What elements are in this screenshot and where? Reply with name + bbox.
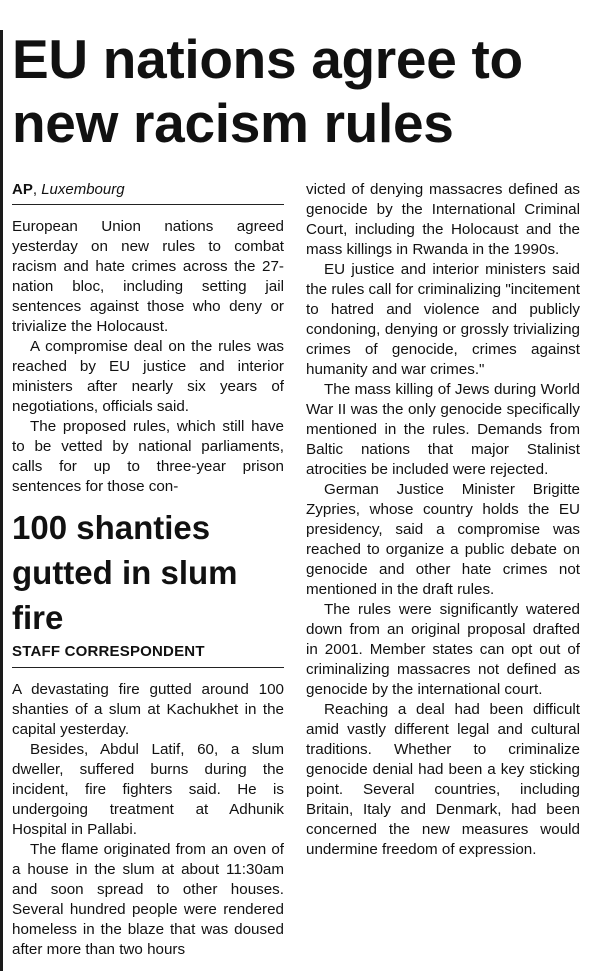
story1-paragraph: victed of denying massacres defined as genocide by the International Criminal Court, including the Holocaust and the mass killings in Rwanda in the 1990s.	[306, 181, 580, 258]
story1-body-right	[306, 180, 580, 860]
story2-body	[12, 680, 284, 960]
story2-headline: 100 shanties gutted in slum fire	[12, 509, 238, 636]
story2-paragraph: The flame originated from an oven of a house in the slum at about 11:30am and soon spread to other houses. Several hundred people were rendered homeless in the blaze that was doused after more than two hours	[12, 841, 284, 958]
story1-paragraph: EU justice and interior ministers said the rules call for criminalizing "incitement to hatred and violence and publicly condoning, denying or grossly trivializing crimes of genocide, crimes against humanity and war crimes."	[306, 261, 580, 378]
story2-byline: STAFF CORRESPONDENT	[12, 642, 284, 668]
story1-paragraph: A compromise deal on the rules was reached by EU justice and interior ministers after nearly six years of negotiations, officials said.	[12, 338, 284, 415]
story1-body-left	[12, 217, 284, 497]
byline-agency: AP	[12, 181, 33, 198]
column-rule	[0, 30, 3, 971]
story2-paragraph: Besides, Abdul Latif, 60, a slum dweller, suffered burns during the incident, fire fighters said. He is undergoing treatment at Adhunik Hospital in Pallabi.	[12, 741, 284, 838]
story1-byline: AP, Luxembourg	[12, 180, 284, 205]
story2-paragraph: A devastating fire gutted around 100 shanties of a slum at Kachukhet in the capital yesterday.	[12, 681, 284, 738]
story1-paragraph: The mass killing of Jews during World War II was the only genocide specifically mentioned in the rules. Demands from Baltic nations that major Stalinist atrocities be included were rejected.	[306, 381, 580, 478]
story1-paragraph: The proposed rules, which still have to be vetted by national parliaments, calls for up to three-year prison sentences for those con-	[12, 418, 284, 495]
main-headline: EU nations agree to new racism rules	[12, 28, 523, 154]
byline-place: Luxembourg	[41, 181, 125, 198]
story1-paragraph: German Justice Minister Brigitte Zypries, whose country holds the EU presidency, said a compromise was reached to organize a public debate on genocide and other hate crimes not mentioned in the draft rules.	[306, 481, 580, 598]
left-column	[12, 180, 284, 960]
right-column	[306, 180, 580, 860]
story1-paragraph: European Union nations agreed yesterday on new rules to combat racism and hate crimes across the 27-nation bloc, including setting jail sentences against those who deny or trivialize the Holocaust.	[12, 218, 284, 335]
story1-paragraph: The rules were significantly watered down from an original proposal drafted in 2001. Member states can opt out of criminalizing massacres not defined as genocide by the international court.	[306, 601, 580, 698]
story1-paragraph: Reaching a deal had been difficult amid vastly different legal and cultural traditions. Whether to criminalize genocide denial had been a key sticking point. Several countries, including Britain, Italy and Denmark, had been concerned the new measures would undermine freedom of expression.	[306, 701, 580, 858]
